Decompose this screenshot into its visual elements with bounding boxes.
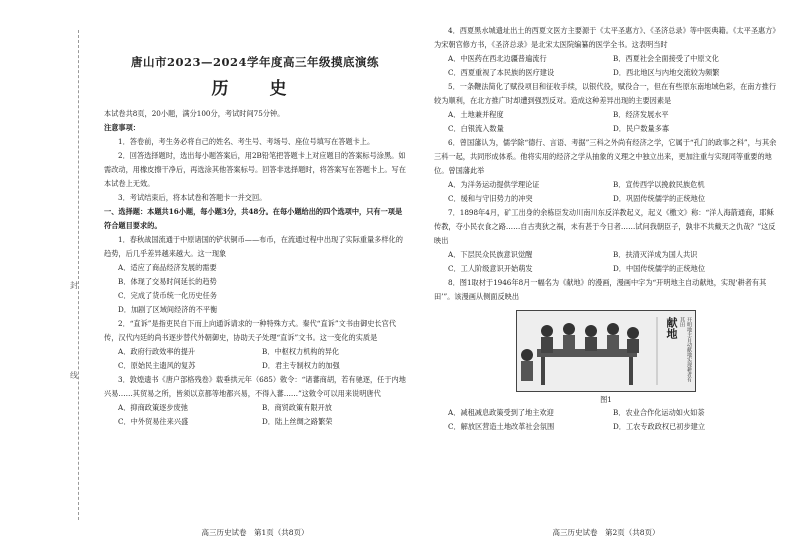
option: D．加剧了区域间经济的不平衡 bbox=[118, 305, 218, 314]
notice-1: 1．答卷前，考生务必将自己的姓名、考生号、考场号、座位号填写在答题卡上。 bbox=[118, 137, 375, 146]
cartoon-figure bbox=[516, 310, 696, 392]
notice-3: 3．考试结束后，将本试卷和答题卡一并交回。 bbox=[118, 193, 267, 202]
option: A．减租减息政策受到了地主欢迎 bbox=[448, 408, 554, 417]
question-stem: 6．曾国藩认为，儒学除“德行、言语、考据”三科之外尚有经济之学，它属于“孔门的政事之科”，与其余三科一起，共同形成体系。他将实用的经济之学从抽象的义理之中独立出来，更加注重与实现同等重要的地位。曾国藩此举 bbox=[434, 138, 777, 175]
option: A．抑商政策逐步废弛 bbox=[118, 403, 188, 412]
option: A．中医药在西北边疆普遍流行 bbox=[448, 54, 547, 63]
option: B．西夏社会全面接受了中原文化 bbox=[613, 54, 719, 63]
option: C．白银流入数量 bbox=[448, 124, 504, 133]
option: A．下层民众民族意识觉醒 bbox=[448, 250, 533, 259]
option: C．缓和与守旧势力的冲突 bbox=[448, 194, 533, 203]
option: B．宣传西学以挽救民族危机 bbox=[613, 180, 705, 189]
figure-label: 图1 bbox=[600, 395, 612, 404]
option: B．体现了交易时间延长的趋势 bbox=[118, 277, 217, 286]
option: D．工农专政政权已初步建立 bbox=[613, 422, 706, 431]
page-2 bbox=[420, 0, 794, 544]
option: C．解放区营造土地改革社会氛围 bbox=[448, 422, 555, 431]
option: A．政府行政效率的提升 bbox=[118, 347, 196, 356]
exam-title: 唐山市2023—2024学年度高三年级摸底演练 bbox=[130, 55, 379, 69]
option: D．中国传统儒学的正统地位 bbox=[613, 264, 706, 273]
question-2 bbox=[104, 317, 406, 373]
option: C．原始民主遗风的复苏 bbox=[118, 361, 196, 370]
question-8 bbox=[434, 276, 778, 434]
question-stem: 8．图1取材于1946年8月一幅名为《献地》的漫画，漫画中字为“开明地主自动献地，实现‘耕者有其田’”。该漫画从侧面反映出 bbox=[434, 278, 767, 301]
section-heading: 一、选择题：本题共16小题，每小题3分，共48分。在每小题给出的四个选项中，只有一项是符合题目要求的。 bbox=[104, 207, 403, 230]
question-stem: 2．“直诉”是指吏民自下而上向通诉请求的一种特殊方式。秦代“直诉”文书由御史长官代传，汉代内廷的尚书逐步替代外朝御史，协助天子处理“直诉”文书。这一变化的实质是 bbox=[104, 319, 397, 342]
option: B．商贸政策有限开放 bbox=[262, 403, 332, 412]
option: B．中枢权力机构的异化 bbox=[262, 347, 340, 356]
subject-title: 历 史 bbox=[211, 79, 299, 99]
exam-intro: 本试卷共8页，20小题，满分100分，考试时间75分钟。 bbox=[104, 109, 285, 118]
option: A．适应了商品经济发展的需要 bbox=[118, 263, 217, 272]
question-4 bbox=[434, 24, 778, 80]
option: D．君主专制权力的加强 bbox=[262, 361, 340, 370]
question-3 bbox=[104, 373, 406, 429]
option: D．陆上丝绸之路繁荣 bbox=[262, 417, 333, 426]
cartoon-caption: 开明地主自动献地实现耕者有其田 bbox=[679, 317, 692, 382]
page-footer: 高三历史试卷 第1页（共8页） bbox=[201, 528, 309, 537]
question-stem: 5．一条鞭法简化了赋役项目和征收手续，以银代役，赋役合一，但在有些原东南地域色彩，在南方推行较为顺利，在北方推广时却遭到强烈反对。造成这种差异出现的主要因素是 bbox=[434, 82, 777, 105]
question-6 bbox=[434, 136, 778, 206]
option: A．为洋务运动提供学理论证 bbox=[448, 180, 540, 189]
question-stem: 1．春秋战国流通于中原诸国的铲状铜币——布币，在流通过程中出现了实际重量多样化的趋势，后几乎差异越来越大。这一现象 bbox=[104, 235, 403, 258]
notice-2: 2．回答选择题时，选出每小题答案后，用2B铅笔把答题卡上对应题目的答案标号涂黑。如需改动，用橡皮擦干净后，再选涂其他答案标号。回答非选择题时，将答案写在答题卡上。写在本试卷上无效。 bbox=[104, 151, 406, 188]
option: D．西北地区与内地交流较为频繁 bbox=[613, 68, 720, 77]
option: B．经济发展水平 bbox=[613, 110, 669, 119]
question-stem: 4．西夏黑水城遗址出土的西夏文医方主要源于《太平圣惠方》、《圣济总录》等中医典籍。《太平圣惠方》为宋朝官修方书，《圣济总录》是北宋太医院编纂的医学全书。这表明当时 bbox=[434, 26, 776, 49]
question-7 bbox=[434, 206, 778, 276]
question-stem: 7．1898年4月，矿工出身的余栋臣发动川南川东反洋教起义，起义《檄文》称：“洋人海箭通商，耶稣传教，夺小民衣食之路……自古夷狄之祸，未有甚于今日者……试问我朝臣子，孰非不共戴天之仇哉？”这反映出 bbox=[434, 208, 776, 245]
question-stem: 3．敦煌遗书《唐户部格残卷》载垂拱元年（685）敕令：“诸蕃商胡，若有驰逐，任于内地兴易……其贸易之所，皆须以京都等地都兴易，不得入蕃……”这敕令可以用来说明唐代 bbox=[104, 375, 406, 398]
option: C．西夏重视了本民族的医疗建设 bbox=[448, 68, 555, 77]
margin-label-seal: 封 bbox=[70, 281, 78, 290]
question-1 bbox=[104, 233, 406, 317]
option: C．中外贸易往来兴盛 bbox=[118, 417, 189, 426]
page-footer: 高三历史试卷 第2页（共8页） bbox=[552, 528, 660, 537]
option: B．扶清灭洋成为国人共识 bbox=[613, 250, 698, 259]
option: C．完成了货币统一化历史任务 bbox=[118, 291, 217, 300]
cartoon-title: 献地 bbox=[665, 317, 678, 339]
option: C．工人阶级意识开始萌发 bbox=[448, 264, 533, 273]
option: D．巩固传统儒学的正统地位 bbox=[613, 194, 706, 203]
notice-heading: 注意事项： bbox=[104, 123, 140, 132]
option: A．土地兼并程度 bbox=[448, 110, 504, 119]
margin-label-line: 线 bbox=[70, 371, 78, 380]
option: B．农业合作化运动如火如荼 bbox=[613, 408, 705, 417]
option: D．民户数量多寡 bbox=[613, 124, 670, 133]
question-5 bbox=[434, 80, 778, 136]
